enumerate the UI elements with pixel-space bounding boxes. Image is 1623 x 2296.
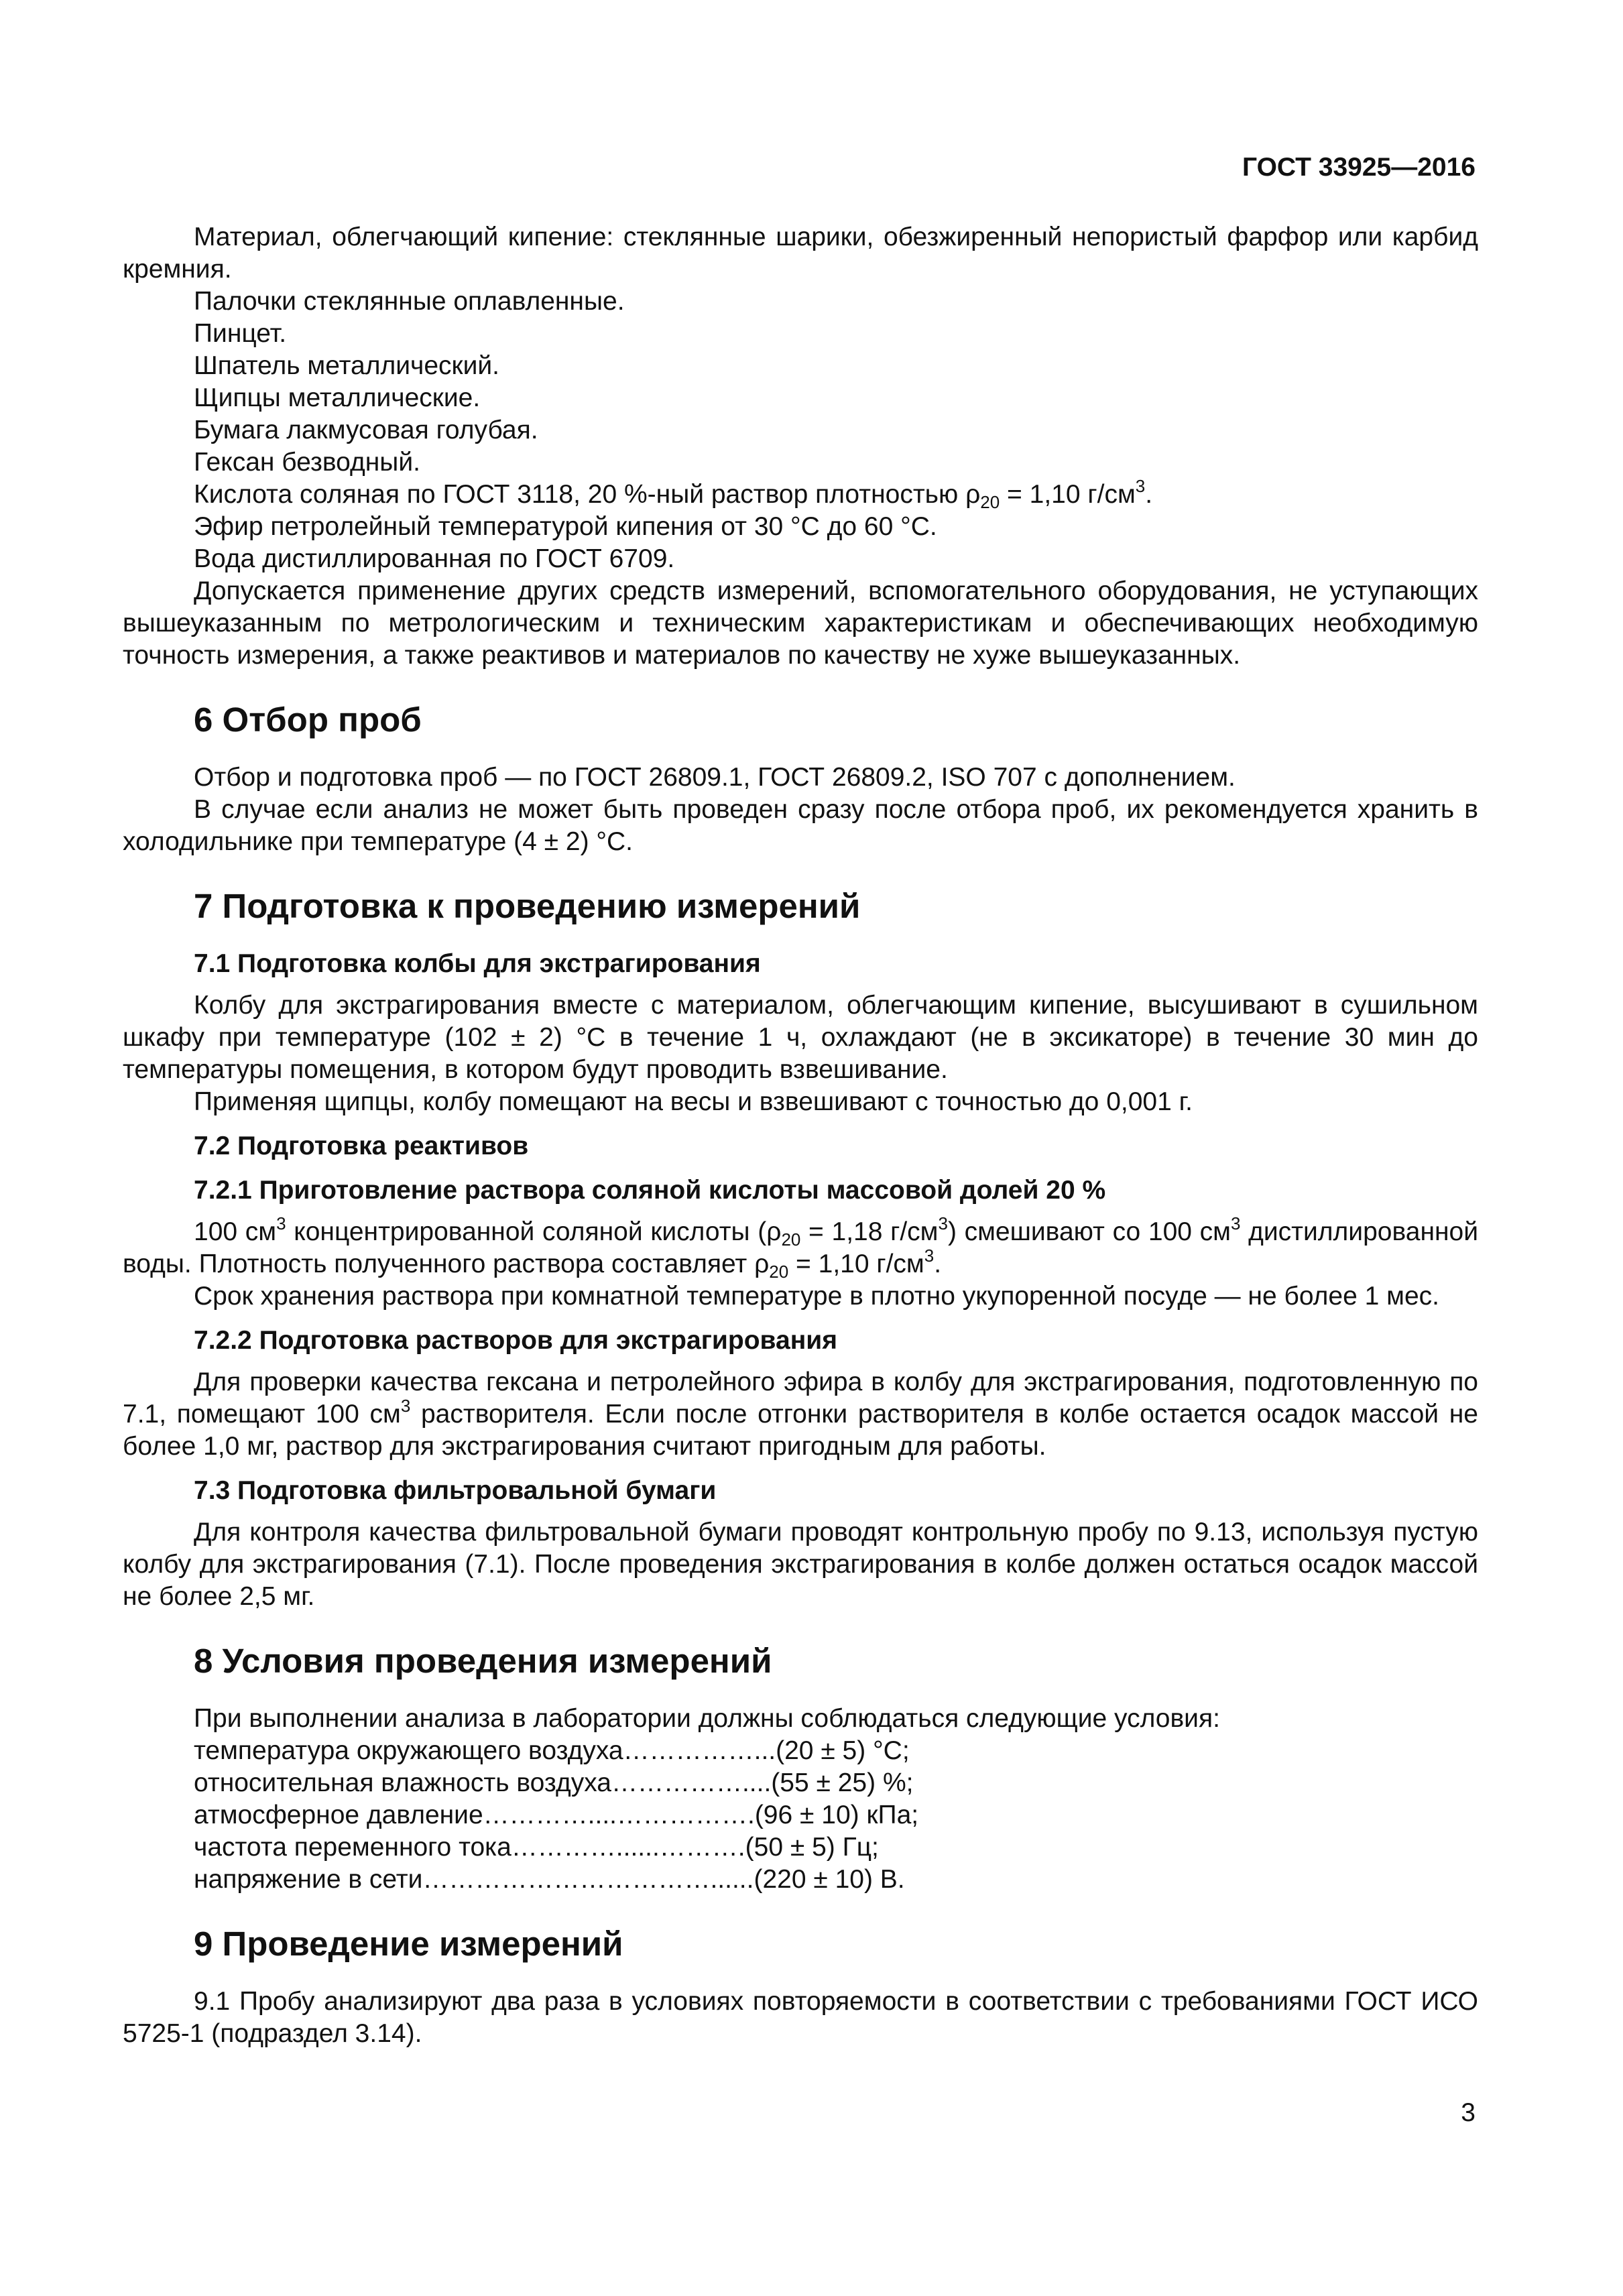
subsection-heading-7-2-2: 7.2.2 Подготовка растворов для экстрагирования — [194, 1326, 837, 1355]
text: концентрированной соляной кислоты (ρ — [286, 1217, 782, 1246]
paragraph: Эфир петролейный температурой кипения от 30 °С до 60 °С. — [194, 512, 937, 541]
paragraph: Отбор и подготовка проб — по ГОСТ 26809.1, ГОСТ 26809.2, ISO 707 с дополнением. — [194, 763, 1236, 792]
section-heading-8: 8 Условия проведения измерений — [194, 1642, 772, 1680]
text: . — [934, 1250, 942, 1278]
subscript: 20 — [980, 492, 1000, 512]
document-id: ГОСТ 33925—2016 — [1242, 153, 1476, 182]
text: дистиллированной воды. Плотность полученного раствора составляет ρ — [123, 1217, 1478, 1278]
paragraph-hcl-solution — [123, 1213, 1478, 1282]
paragraph: Вода дистиллированная по ГОСТ 6709. — [194, 544, 675, 573]
document-body — [123, 221, 1478, 2050]
paragraph-solvent-check — [123, 1366, 1478, 1463]
text: = 1,10 г/см — [788, 1250, 924, 1278]
condition-item: температура окружающего воздуха……………...(20 ± 5) °С; — [194, 1736, 910, 1765]
text: растворителя. Если после отгонки растворителя в колбе остается осадок массой не более 1,0 мг, раствор для экстрагирования считают пригодным для работы. — [123, 1400, 1478, 1461]
subscript: 20 — [781, 1229, 801, 1250]
text: Кислота соляная по ГОСТ 3118, 20 %-ный раствор плотностью ρ — [194, 480, 981, 509]
section-heading-9: 9 Проведение измерений — [194, 1925, 623, 1963]
paragraph: Для контроля качества фильтровальной бумаги проводят контрольную пробу по 9.13, используя пустую колбу для экстрагирования (7.1). После проведения экстрагирования в колбе должен остаться осадок массой не более 2,5 мг. — [123, 1518, 1478, 1611]
superscript: 3 — [924, 1246, 935, 1266]
paragraph: Гексан безводный. — [194, 448, 420, 477]
condition-item: частота переменного тока…………......……….(50 ± 5) Гц; — [194, 1833, 879, 1862]
paragraph: 9.1 Пробу анализируют два раза в условиях повторяемости в соответствии с требованиями ГОСТ ИСО 5725-1 (подраздел 3.14). — [123, 1987, 1478, 2048]
conditions-list — [123, 1735, 1478, 1896]
superscript: 3 — [938, 1213, 948, 1233]
page-number: 3 — [1461, 2098, 1476, 2127]
paragraph: Щипцы металлические. — [194, 383, 481, 412]
condition-item: атмосферное давление…………....…………….(96 ± 10) кПа; — [194, 1801, 919, 1829]
paragraph: Палочки стеклянные оплавленные. — [194, 287, 625, 316]
paragraph: При выполнении анализа в лаборатории должны соблюдаться следующие условия: — [194, 1704, 1220, 1733]
subsection-heading-7-2-1: 7.2.1 Приготовление раствора соляной кислоты массовой долей 20 % — [194, 1176, 1106, 1205]
paragraph: Срок хранения раствора при комнатной температуре в плотно укупоренной посуде — не более 1 мес. — [194, 1282, 1440, 1311]
paragraph-hcl — [123, 476, 1478, 512]
text: Для проверки качества гексана и петролейного эфира в колбу для экстрагирования, подготовленную по 7.1, помещают 100 см — [123, 1368, 1478, 1429]
condition-item: напряжение в сети……………………………......(220 ± 10) В. — [194, 1865, 905, 1894]
superscript: 3 — [400, 1396, 411, 1416]
paragraph: Материал, облегчающий кипение: стеклянные шарики, обезжиренный непористый фарфор или карбид кремния. — [123, 223, 1478, 284]
subsection-heading-7-3: 7.3 Подготовка фильтровальной бумаги — [194, 1476, 717, 1505]
superscript: 3 — [1135, 476, 1146, 496]
section-heading-7: 7 Подготовка к проведению измерений — [194, 887, 861, 925]
superscript: 3 — [1230, 1213, 1241, 1233]
paragraph: В случае если анализ не может быть проведен сразу после отбора проб, их рекомендуется хранить в холодильнике при температуре (4 ± 2) °С. — [123, 795, 1478, 856]
paragraph: Допускается применение других средств измерений, вспомогательного оборудования, не уступающих вышеуказанным по метрологическим и техническим характеристикам и обеспечивающих необходимую точность измерения, а также реактивов и материалов по качеству не хуже вышеуказанных. — [123, 577, 1478, 670]
subsection-heading-7-2: 7.2 Подготовка реактивов — [194, 1132, 529, 1160]
section-heading-6: 6 Отбор проб — [194, 701, 422, 739]
paragraph: Пинцет. — [194, 319, 287, 348]
text: 100 см — [194, 1217, 277, 1246]
text: = 1,18 г/см — [800, 1217, 939, 1246]
text: . — [1145, 480, 1153, 509]
paragraph: Применяя щипцы, колбу помещают на весы и взвешивают с точностью до 0,001 г. — [194, 1087, 1193, 1116]
superscript: 3 — [276, 1213, 286, 1233]
subscript: 20 — [769, 1262, 789, 1282]
text: = 1,10 г/см — [1000, 480, 1136, 509]
subsection-heading-7-1: 7.1 Подготовка колбы для экстрагирования — [194, 949, 761, 978]
condition-item: относительная влажность воздуха……………....(55 ± 25) %; — [194, 1768, 914, 1797]
paragraph: Бумага лакмусовая голубая. — [194, 416, 538, 444]
paragraph: Колбу для экстрагирования вместе с материалом, облегчающим кипение, высушивают в сушильном шкафу при температуре (102 ± 2) °С в течение 1 ч, охлаждают (не в эксикаторе) в течение 30 мин до температуры помещения, в котором будут проводить взвешивание. — [123, 991, 1478, 1084]
paragraph: Шпатель металлический. — [194, 351, 500, 380]
text: ) смешивают со 100 см — [947, 1217, 1231, 1246]
